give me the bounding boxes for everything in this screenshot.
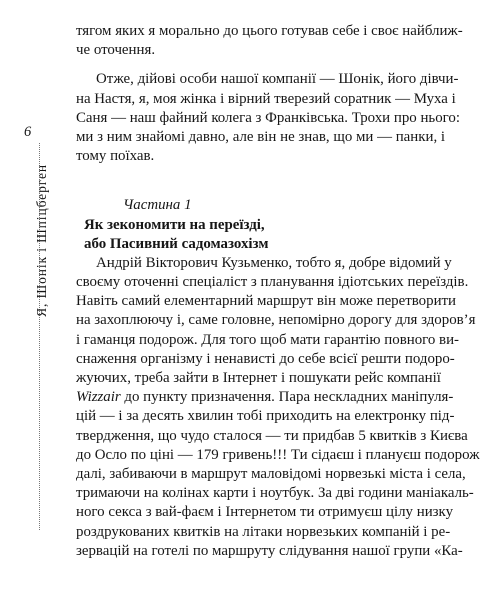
- top-spacer: [76, 0, 427, 22]
- text-line: ми з ним знайомі давно, але він не знав, що ми — панки, і: [76, 128, 446, 145]
- heading-line: Як зекономити на переїзді,: [84, 216, 265, 233]
- part-label: Частина 1: [123, 197, 192, 214]
- chapter-heading: [76, 216, 427, 254]
- text-line: на захоплюючу і, саме головне, непомірно дорогу для здоров’я: [76, 312, 476, 329]
- paragraph-gap: [76, 60, 427, 70]
- text-line: Саня — наш файний колега з Франківська. Трохи про нього:: [76, 109, 460, 126]
- section-gap: [76, 166, 427, 196]
- text-line: на Настя, я, моя жінка і вірний тверезий соратник — Муха і: [76, 90, 456, 107]
- page-margin: [22, 124, 52, 530]
- running-title: Я, Шонік і Шпіцберген: [34, 164, 49, 317]
- text-line: своєму оточенні спеціаліст з планування ідіотських переїздів.: [76, 274, 469, 291]
- page-number: 6: [24, 124, 32, 140]
- text-line: жуючих, треба зайти в Інтернет і пошукати рейс компанії: [76, 370, 441, 386]
- text-line: роздрукованих квитків на літаки норвезьких компаній і ре-: [76, 523, 451, 540]
- text-line: Отже, дійові особи нашої компанії — Шонік, його дівчи-: [96, 71, 459, 88]
- paragraph-3: [76, 254, 480, 561]
- text-line: тягом яких я морально до цього готував себе і своє найближ-: [76, 23, 463, 39]
- text-line: тому поїхав.: [76, 148, 155, 165]
- text-line: снаження організму і ненависті до себе всієї решти подоро-: [76, 350, 455, 367]
- text-line: зервацій на готелі по маршруту слідування нашої групи «Ка-: [76, 542, 463, 559]
- page-body: [76, 0, 480, 561]
- text-line: Wizzair до пункту призначення. Пара нескладних маніпуля-: [76, 389, 454, 406]
- text-line: Андрій Вікторович Кузьменко, тобто я, добре відомий у: [96, 254, 452, 271]
- paragraph-1: [76, 22, 463, 60]
- text-line: ного секса з вай-фаєм і Інтернетом ти отримуєш цілу низку: [76, 504, 454, 521]
- text-line: че оточення.: [76, 42, 156, 59]
- text-line: і гаманця подорож. Для того щоб мати гарантію повного ви-: [76, 331, 460, 348]
- text-line: до Осло по ціні — 179 гривень!!! Ти сідаєш і плануєш подорож: [76, 446, 480, 463]
- text-line: далі, забиваючи в маршрут маловідомі норвезькі міста і села,: [76, 465, 466, 482]
- text-line: твердження, що чудо сталося — ти придбав 5 квитків з Києва: [76, 427, 468, 444]
- text-line: Навіть самий елементарний маршрут він може перетворити: [76, 293, 457, 310]
- paragraph-2: [76, 70, 460, 166]
- heading-line: або Пасивний садомазохізм: [84, 235, 269, 252]
- airline-name: Wizzair: [76, 389, 121, 406]
- text-line: тримаючи на колінах карти і ноутбук. За дві години маніакаль-: [76, 485, 474, 502]
- text-line: цій — і за десять хвилин тобі приходить на електронку під-: [76, 408, 455, 425]
